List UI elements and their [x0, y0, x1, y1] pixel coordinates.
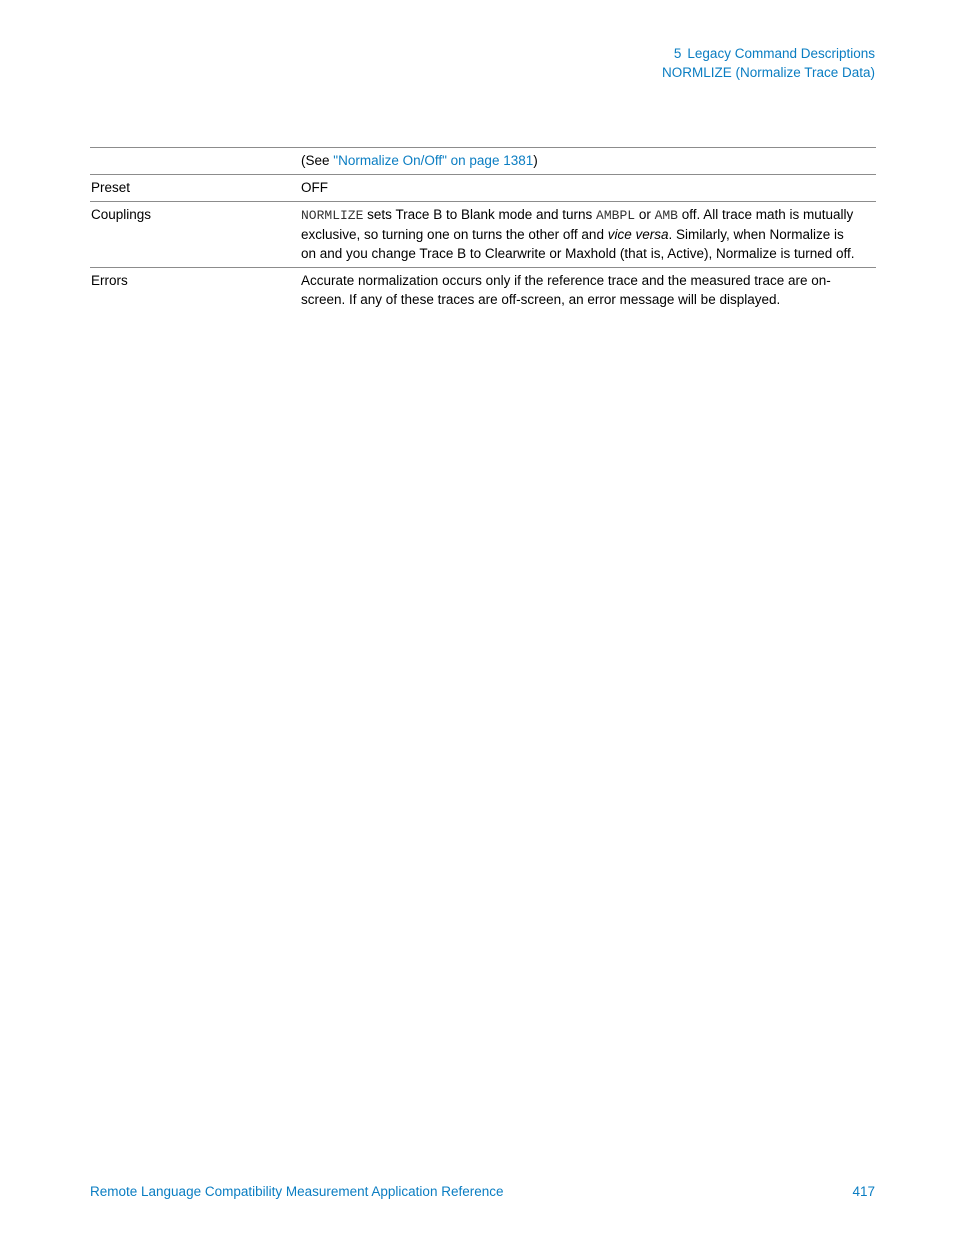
table-row-errors: [90, 268, 876, 314]
couplings-text-3: off. All trace math is mutually exclusive, so turning one on turns the other off and: [301, 207, 854, 242]
chapter-line: [662, 44, 875, 63]
table-row-see: [90, 148, 876, 175]
table-row-couplings: [90, 202, 876, 268]
chapter-title: Legacy Command Descriptions: [687, 46, 875, 61]
properties-table: [90, 147, 876, 313]
section-title: NORMLIZE (Normalize Trace Data): [661, 65, 875, 80]
ambpl-command: AMBPL: [596, 208, 636, 223]
amb-command: AMB: [654, 208, 678, 223]
couplings-text-1: sets Trace B to Blank mode and turns: [363, 207, 597, 222]
running-footer: [90, 1182, 875, 1201]
footer-title: Remote Language Compatibility Measurement Application Reference: [90, 1184, 504, 1199]
couplings-text-4: . Similarly, when Normalize is on and you change Trace B to Clearwrite or Maxhold (that is, Active), Normalize is turned off.: [301, 227, 855, 261]
errors-value: Accurate normalization occurs only if the reference trace and the measured trace are on-screen. If any of these traces are off-screen, an error message will be displayed.: [301, 268, 876, 314]
errors-label: Errors: [90, 268, 301, 314]
preset-label: Preset: [90, 175, 301, 202]
see-value-cell: [301, 148, 876, 175]
table-row-preset: [90, 175, 876, 202]
normlize-command: NORMLIZE: [301, 208, 364, 223]
page-number: 417: [852, 1184, 875, 1199]
see-label-cell: [90, 148, 301, 175]
see-suffix: ): [533, 153, 538, 168]
normalize-on-off-link[interactable]: "Normalize On/Off" on page 1381: [333, 153, 534, 168]
see-prefix: (See: [301, 153, 334, 168]
couplings-value: [301, 202, 876, 268]
vice-versa-italic: vice versa: [607, 227, 669, 242]
couplings-label: Couplings: [90, 202, 301, 268]
chapter-number: 5: [673, 46, 682, 61]
running-header: [662, 44, 875, 82]
preset-value: OFF: [301, 175, 876, 202]
couplings-text-2: or: [635, 207, 655, 222]
